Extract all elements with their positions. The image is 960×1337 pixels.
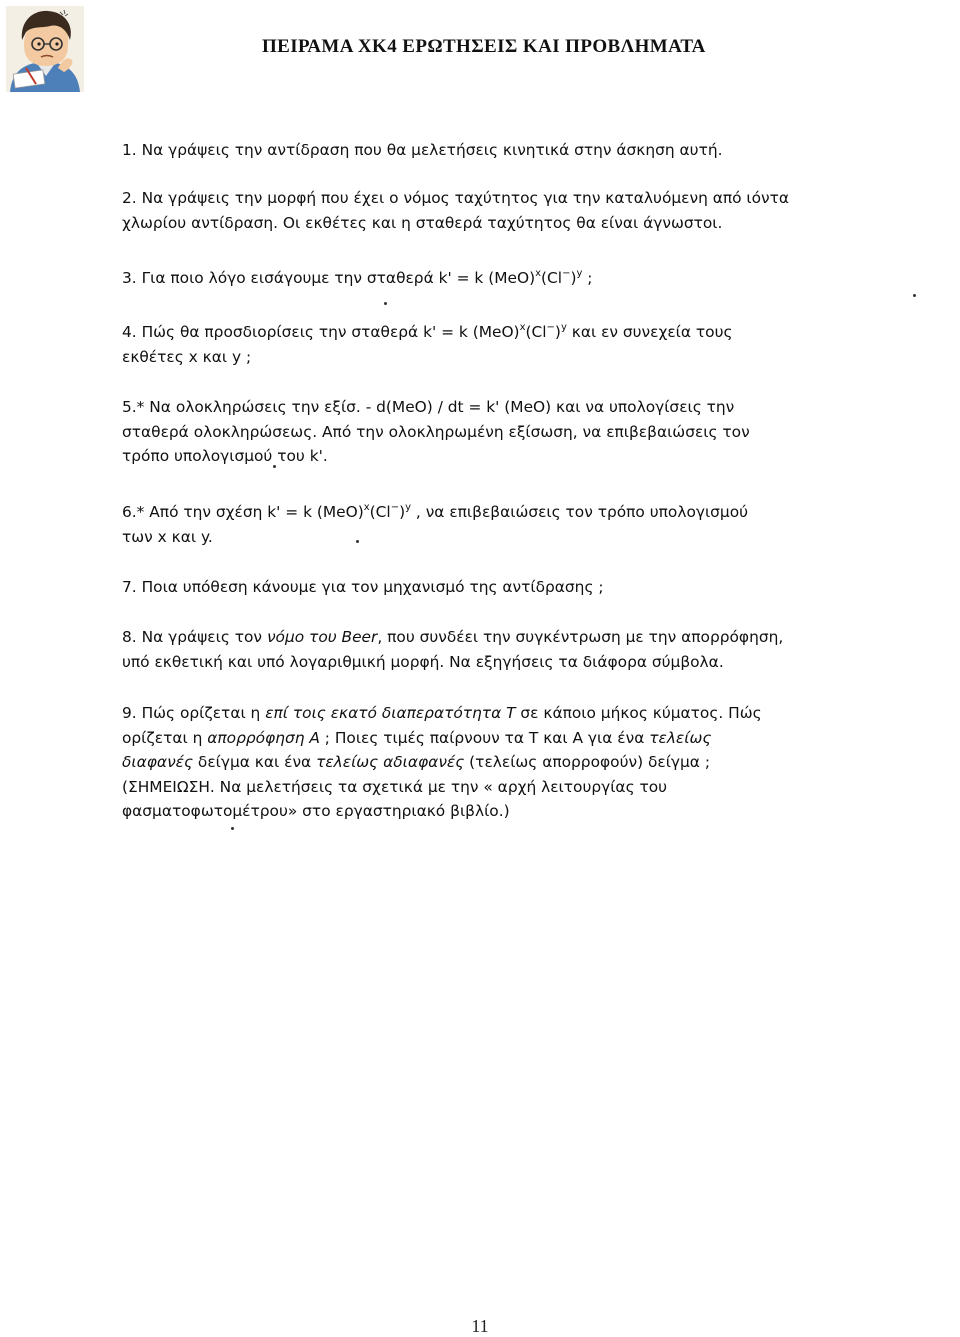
scan-speck xyxy=(913,294,916,297)
scan-speck xyxy=(231,827,234,830)
question-2-line-2: χλωρίου αντίδραση. Οι εκθέτες και η σταθερά ταχύτητος θα είναι άγνωστοι. xyxy=(122,213,723,232)
cartoon-student-thinking-icon xyxy=(6,6,84,92)
question-9-line-4: (ΣΗΜΕΙΩΣΗ. Να μελετήσεις τα σχετικά με την « αρχή λειτουργίας του xyxy=(122,777,668,796)
question-5-line-1: 5.* Να ολοκληρώσεις την εξίσ. - d(MeO) / dt = k' (MeO) και να υπολογίσεις την xyxy=(122,398,735,416)
question-9-line-2: ορίζεται η απορρόφηση Α ; Ποιες τιμές παίρνουν τα Τ και Α για ένα τελείως xyxy=(122,728,712,747)
question-7 xyxy=(122,575,898,600)
question-4-line-1: 4. Πώς θα προσδιορίσεις την σταθερά k' = k $(MeO)^x(Cl^-)^y$ και εν συνεχεία τους xyxy=(122,322,733,341)
question-4-line-2: εκθέτες x και y ; xyxy=(122,347,252,366)
question-1 xyxy=(122,138,898,163)
question-6-line-1: 6.* Από την σχέση k' = k $(MeO)^x(Cl^-)^y$ , να επιβεβαιώσεις τον τρόπο υπολογισμού xyxy=(122,502,749,521)
question-2-line-1: 2. Να γράψεις την μορφή που έχει ο νόμος ταχύτητος για την καταλυόμενη από ιόντα xyxy=(122,189,790,207)
question-4 xyxy=(122,320,898,369)
question-9-line-5: φασματοφωτομέτρου» στο εργαστηριακό βιβλίο.) xyxy=(122,802,510,820)
question-1-text: 1. Να γράψεις την αντίδραση που θα μελετήσεις κινητικά στην άσκηση αυτή. xyxy=(122,141,723,159)
question-8-line-2: υπό εκθετική και υπό λογαριθμική μορφή. Να εξηγήσεις τα διάφορα σύμβολα. xyxy=(122,652,724,671)
question-6-line-2: των x και y. xyxy=(122,527,213,546)
question-5 xyxy=(122,395,898,469)
question-5-line-3: τρόπο υπολογισμού του k'. xyxy=(122,447,328,465)
question-5-line-2: σταθερά ολοκληρώσεως. Από την ολοκληρωμένη εξίσωση, να επιβεβαιώσεις τον xyxy=(122,422,750,441)
question-9-line-3: διαφανές δείγμα και ένα τελείως αδιαφανές (τελείως απορροφούν) δείγμα ; xyxy=(122,753,711,771)
question-3 xyxy=(122,266,898,291)
question-2 xyxy=(122,186,898,235)
question-9 xyxy=(122,701,898,824)
question-7-text: 7. Ποια υπόθεση κάνουμε για τον μηχανισμό της αντίδρασης ; xyxy=(122,578,604,596)
question-3-text: 3. Για ποιο λόγο εισάγουμε την σταθερά k' = k $(MeO)^x(Cl^-)^y$ ; xyxy=(122,268,593,287)
scan-speck xyxy=(356,540,359,543)
question-9-line-1: 9. Πώς ορίζεται η επί τοις εκατό διαπερατότητα Τ σε κάποιο μήκος κύματος. Πώς xyxy=(122,704,762,722)
page-number: 11 xyxy=(471,1316,489,1336)
question-8 xyxy=(122,625,898,674)
page-title: ΠΕΙΡΑΜΑ ΧΚ4 ΕΡΩΤΗΣΕΙΣ ΚΑΙ ΠΡΟΒΛΗΜΑΤΑ xyxy=(262,36,706,57)
page-header xyxy=(0,0,960,100)
scan-speck xyxy=(273,465,276,468)
question-6 xyxy=(122,500,898,549)
question-8-line-1: 8. Να γράψεις τον νόμο του Beer, που συνδέει την συγκέντρωση με την απορρόφηση, xyxy=(122,628,784,646)
scan-speck xyxy=(384,302,387,305)
